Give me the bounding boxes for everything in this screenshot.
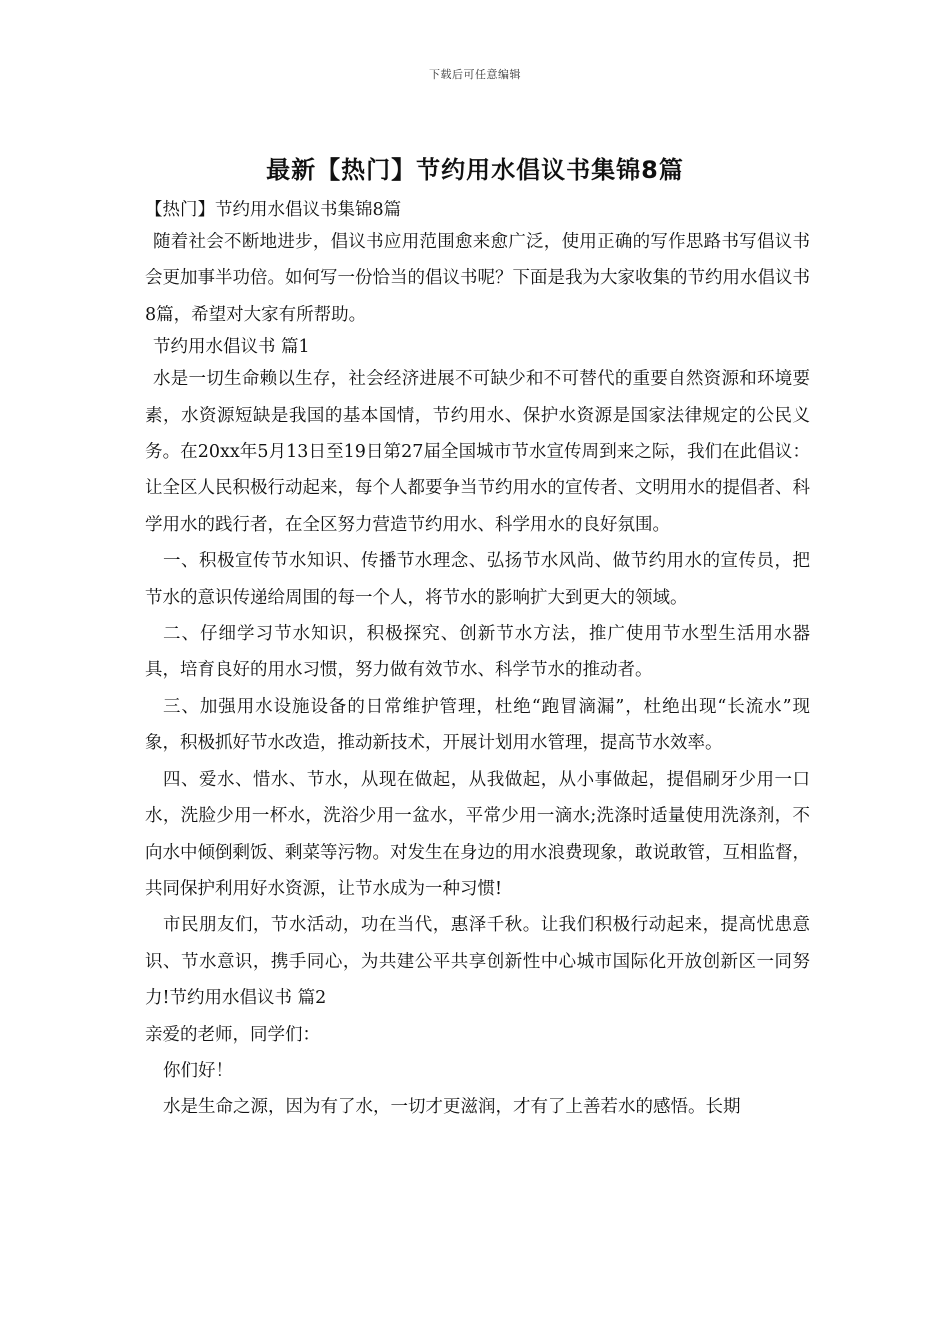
greeting: 你们好！ <box>163 1060 233 1081</box>
section1-heading: 节约用水倡议书 篇1 <box>153 337 310 358</box>
document-body <box>145 196 810 1126</box>
closing-paragraph: 市民朋友们，节水活动，功在当代，惠泽千秋。让我们积极行动起来，提高忧患意识、节水意识，携手同心，为共建公平共享创新性中心城市国际化开放创新区一同努力!节约用水倡议书 篇2 <box>145 915 810 1009</box>
item-2: 二、仔细学习节水知识，积极探究、创新节水方法，推广使用节水型生活用水器具，培育良好的用水习惯，努力做有效节水、科学节水的推动者。 <box>145 624 810 681</box>
subtitle: 【热门】节约用水倡议书集锦8篇 <box>145 200 402 220</box>
section1-paragraph: 水是一切生命赖以生存，社会经济进展不可缺少和不可替代的重要自然资源和环境要素，水资源短缺是我国的基本国情，节约用水、保护水资源是国家法律规定的公民义务。在20xx年5月13日至19日第27届全国城市节水宣传周到来之际，我们在此倡议：让全区人民积极行动起来，每个人都要争当节约用水的宣传者、文明用水的提倡者、科学用水的践行者，在全区努力营造节约用水、科学用水的良好氛围。 <box>145 369 810 535</box>
section2-paragraph: 水是生命之源，因为有了水，一切才更滋润，才有了上善若水的感悟。长期 <box>163 1097 741 1118</box>
item-1: 一、积极宣传节水知识、传播节水理念、弘扬节水风尚、做节约用水的宣传员，把节水的意识传递给周围的每一个人，将节水的影响扩大到更大的领域。 <box>145 551 810 608</box>
header-note: 下载后可任意编辑 <box>429 68 521 81</box>
intro-paragraph: 随着社会不断地进步，倡议书应用范围愈来愈广泛，使用正确的写作思路书写倡议书会更加事半功倍。如何写一份恰当的倡议书呢？下面是我为大家收集的节约用水倡议书8篇，希望对大家有所帮助。 <box>145 232 810 325</box>
item-3: 三、加强用水设施设备的日常维护管理，杜绝“跑冒滴漏”，杜绝出现“长流水”现象，积极抓好节水改造，推动新技术，开展计划用水管理，提高节水效率。 <box>145 696 810 754</box>
item-4: 四、爱水、惜水、节水，从现在做起，从我做起，从小事做起，提倡刷牙少用一口水，洗脸少用一杯水，洗浴少用一盆水，平常少用一滴水;洗涤时适量使用洗涤剂，不向水中倾倒剩饭、剩菜等污物。对发生在身边的用水浪费现象，敢说敢管，互相监督，共同保护利用好水资源，让节水成为一种习惯! <box>145 769 810 899</box>
page-title: 最新【热门】节约用水倡议书集锦8篇 <box>266 156 684 184</box>
salutation: 亲爱的老师，同学们： <box>145 1024 320 1045</box>
